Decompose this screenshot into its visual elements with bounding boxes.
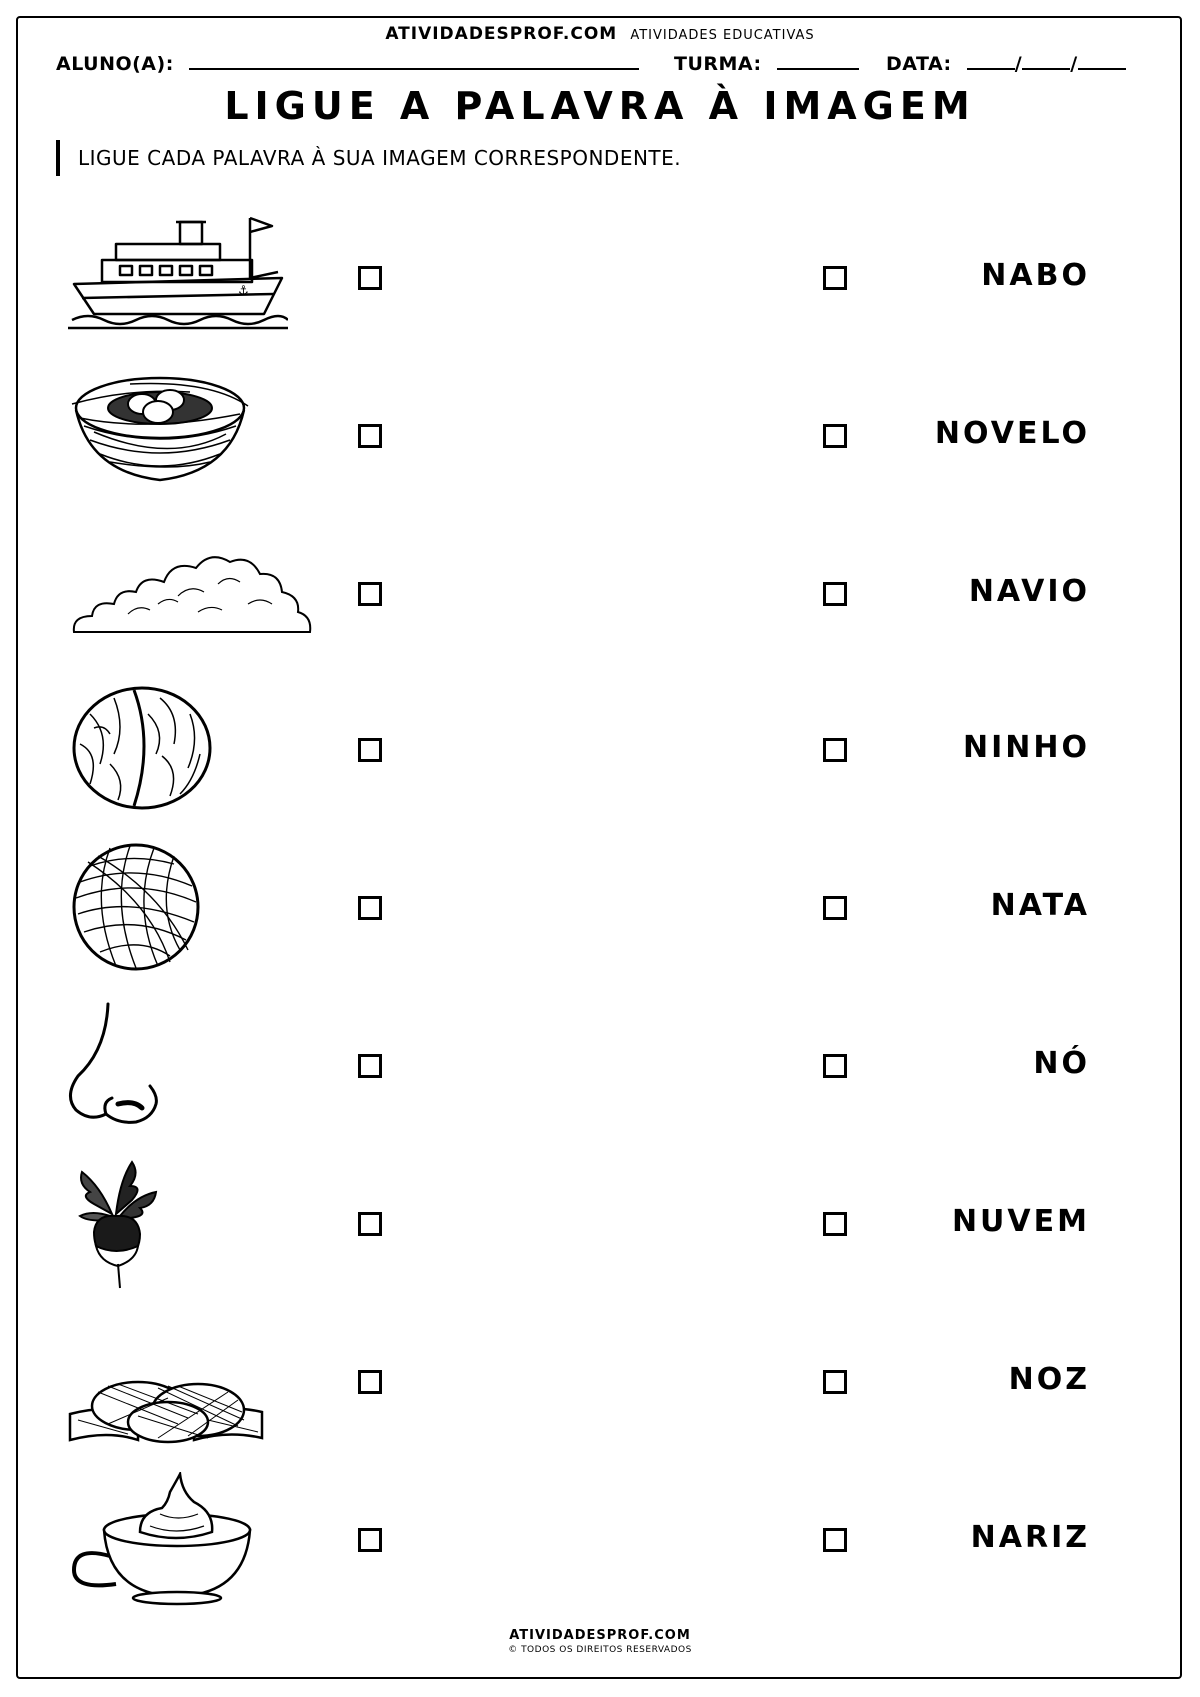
picture-checkbox-8[interactable] xyxy=(358,1370,382,1394)
student-name-line[interactable] xyxy=(189,50,639,70)
site-name: ATIVIDADESPROF.COM xyxy=(385,24,618,44)
footer xyxy=(0,1628,1200,1655)
ship-icon xyxy=(68,214,288,332)
site-subtitle: ATIVIDADES EDUCATIVAS xyxy=(630,28,815,43)
footer-rights: © TODOS OS DIREITOS RESERVADOS xyxy=(508,1645,692,1655)
word-8: NOZ xyxy=(1008,1362,1090,1397)
nest-icon xyxy=(70,368,250,488)
cream-cup-icon xyxy=(70,1472,266,1606)
nose-icon xyxy=(64,1000,164,1132)
class-line[interactable] xyxy=(777,50,859,70)
walnut-icon xyxy=(70,684,214,812)
picture-checkbox-7[interactable] xyxy=(358,1212,382,1236)
svg-text:⚓: ⚓ xyxy=(238,283,249,297)
date-day-line[interactable] xyxy=(967,50,1015,70)
word-9: NARIZ xyxy=(970,1520,1090,1555)
word-2: NOVELO xyxy=(934,416,1090,451)
word-4: NINHO xyxy=(963,730,1090,765)
student-label: ALUNO(A): xyxy=(56,53,174,75)
word-checkbox-8[interactable] xyxy=(823,1370,847,1394)
word-checkbox-1[interactable] xyxy=(823,266,847,290)
word-6: NÓ xyxy=(1033,1046,1090,1081)
picture-checkbox-9[interactable] xyxy=(358,1528,382,1552)
word-checkbox-6[interactable] xyxy=(823,1054,847,1078)
word-checkbox-9[interactable] xyxy=(823,1528,847,1552)
word-1: NABO xyxy=(981,258,1090,293)
picture-checkbox-3[interactable] xyxy=(358,582,382,606)
date-year-line[interactable] xyxy=(1078,50,1126,70)
date-slash: / xyxy=(1014,53,1023,75)
date-slash: / xyxy=(1070,53,1078,75)
word-checkbox-7[interactable] xyxy=(823,1212,847,1236)
word-checkbox-3[interactable] xyxy=(823,582,847,606)
footer-site: ATIVIDADESPROF.COM xyxy=(509,1628,691,1643)
cloud-icon xyxy=(68,544,314,640)
word-7: NUVEM xyxy=(951,1204,1090,1239)
student-field xyxy=(56,50,639,75)
class-field xyxy=(674,50,859,75)
word-checkbox-2[interactable] xyxy=(823,424,847,448)
date-label: DATA: xyxy=(886,53,952,75)
word-5: NATA xyxy=(990,888,1090,923)
picture-checkbox-6[interactable] xyxy=(358,1054,382,1078)
picture-checkbox-1[interactable] xyxy=(358,266,382,290)
site-header xyxy=(0,24,1200,44)
word-checkbox-4[interactable] xyxy=(823,738,847,762)
picture-checkbox-2[interactable] xyxy=(358,424,382,448)
date-field xyxy=(886,50,1126,75)
class-label: TURMA: xyxy=(674,53,762,75)
yarn-ball-icon xyxy=(70,842,202,972)
page-title: LIGUE A PALAVRA À IMAGEM xyxy=(224,84,976,128)
word-checkbox-5[interactable] xyxy=(823,896,847,920)
word-3: NAVIO xyxy=(968,574,1090,609)
rope-knot-icon xyxy=(68,1368,264,1450)
turnip-icon xyxy=(70,1156,162,1290)
instruction-bar xyxy=(56,140,60,176)
picture-checkbox-5[interactable] xyxy=(358,896,382,920)
picture-checkbox-4[interactable] xyxy=(358,738,382,762)
date-month-line[interactable] xyxy=(1022,50,1070,70)
instruction-text: LIGUE CADA PALAVRA À SUA IMAGEM CORRESPONDENTE. xyxy=(78,146,682,170)
